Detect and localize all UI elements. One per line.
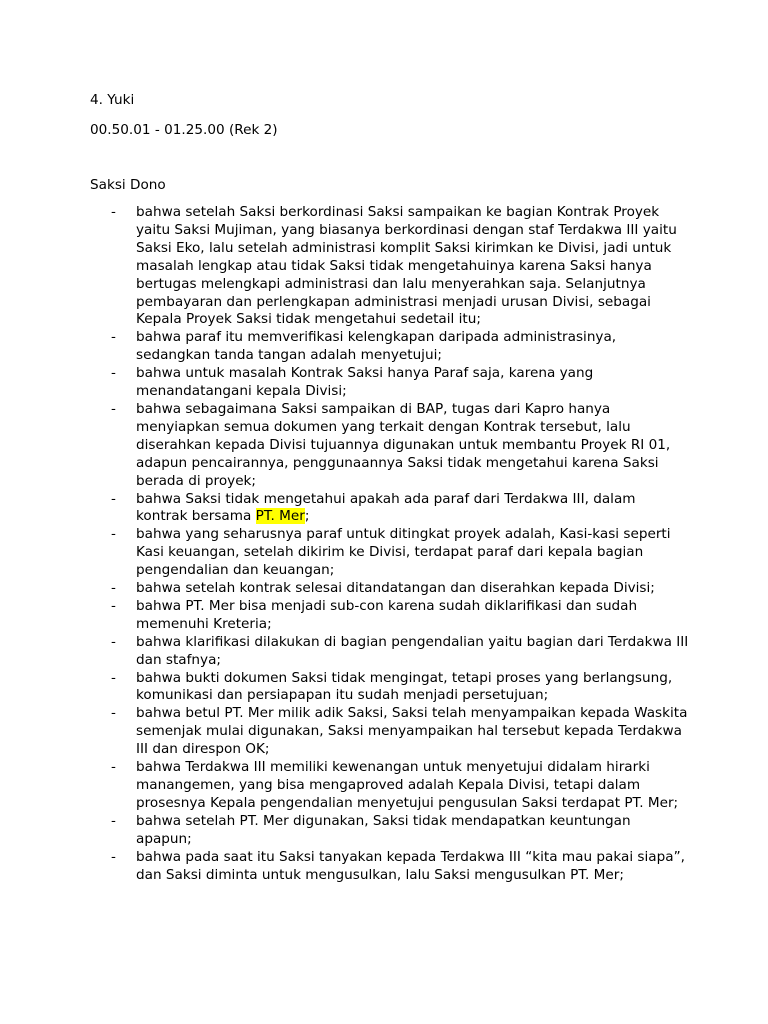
testimony-list: [90, 204, 690, 884]
item-text: bahwa yang seharusnya paraf untuk ditingkat proyek adalah, Kasi-kasi seperti Kasi keuangan, setelah dikirim ke Divisi, terdapat paraf dari kepala bagian pengendalian dan keuangan;: [136, 526, 671, 579]
bullet-dash: -: [111, 490, 116, 507]
item-text: bahwa Terdakwa III memiliki kewenangan untuk menyetujui didalam hirarki manangemen, yang bisa mengaproved adalah Kepala Divisi, tetapi dalam prosesnya Kepala pengendalian menyetujui pengusulan Saksi terdapat PT. Mer;: [136, 759, 679, 811]
witness-title: Saksi Dono: [90, 177, 166, 193]
list-item: [90, 329, 690, 365]
bullet-dash: -: [111, 759, 116, 776]
item-text: bahwa setelah Saksi berkordinasi Saksi sampaikan ke bagian Kontrak Proyek yaitu Saksi Mujiman, yang biasanya berkordinasi dengan staf Terdakwa III yaitu Saksi Eko, lalu setelah administrasi komplit Saksi kirimkan ke Divisi, jadi untuk masalah lengkap atau tidak Saksi tidak mengetahuinya karena Saksi hanya bertugas melengkapi administrasi dan lalu menyerahkan saja. Selanjutnya pembayaran dan perlengkapan administrasi menjadi urusan Divisi, sebagai Kepala Proyek Saksi tidak mengetahui sedetail itu;: [136, 204, 677, 328]
list-item: [90, 849, 690, 885]
recording-timestamp: 00.50.01 - 01.25.00 (Rek 2): [90, 122, 278, 138]
highlighted-company-name: PT. Mer: [255, 508, 305, 525]
item-text-suffix: ;: [304, 508, 310, 525]
list-item: [90, 204, 690, 329]
item-text: bahwa bukti dokumen Saksi tidak mengingat, tetapi proses yang berlangsung, komunikasi dan persiapapan itu sudah menjadi persetujuan;: [136, 669, 673, 704]
list-item: [90, 580, 690, 598]
bullet-dash: -: [111, 526, 116, 543]
bullet-dash: -: [111, 400, 116, 417]
list-item: [90, 598, 690, 634]
list-item: [90, 634, 690, 670]
item-text: bahwa betul PT. Mer milik adik Saksi, Saksi telah menyampaikan kepada Waskita semenjak mulai digunakan, Saksi menyampaikan hal tersebut kepada Terdakwa III dan direspon OK;: [136, 705, 688, 758]
item-text: bahwa klarifikasi dilakukan di bagian pengendalian yaitu bagian dari Terdakwa III dan stafnya;: [136, 633, 689, 668]
bullet-dash: -: [111, 365, 116, 382]
bullet-dash: -: [111, 204, 116, 220]
item-text: bahwa sebagaimana Saksi sampaikan di BAP, tugas dari Kapro hanya menyiapkan semua dokumen yang terkait dengan Kontrak tersebut, lalu diserahkan kepada Divisi tujuannya digunakan untuk membantu Proyek RI 01, adapun pencairannya, penggunaannya Saksi tidak mengetahui karena Saksi berada di proyek;: [136, 400, 671, 489]
list-item: [90, 705, 690, 759]
item-text: bahwa pada saat itu Saksi tanyakan kepada Terdakwa III “kita mau pakai siapa”, dan Saksi diminta untuk mengusulkan, lalu Saksi mengusulkan PT. Mer;: [136, 848, 685, 883]
item-text: bahwa paraf itu memverifikasi kelengkapan daripada administrasinya, sedangkan tanda tangan adalah menyetujui;: [136, 329, 617, 364]
item-text: bahwa setelah kontrak selesai ditandatangan dan diserahkan kepada Divisi;: [136, 580, 655, 597]
list-item: [90, 813, 690, 849]
witness-number-name: 4. Yuki: [90, 92, 135, 108]
bullet-dash: -: [111, 812, 116, 829]
bullet-dash: -: [111, 580, 116, 597]
bullet-dash: -: [111, 597, 116, 614]
bullet-dash: -: [111, 633, 116, 650]
list-item: [90, 759, 690, 813]
bullet-dash: -: [111, 705, 116, 722]
bullet-dash: -: [111, 848, 116, 865]
list-item: [90, 670, 690, 706]
item-text: bahwa Saksi tidak mengetahui apakah ada paraf dari Terdakwa III, dalam kontrak bersama: [136, 490, 636, 525]
item-text: bahwa setelah PT. Mer digunakan, Saksi tidak mendapatkan keuntungan apapun;: [136, 812, 631, 847]
item-text: bahwa PT. Mer bisa menjadi sub-con karena sudah diklarifikasi dan sudah memenuhi Kreteria;: [136, 597, 638, 632]
list-item: [90, 526, 690, 580]
list-item: [90, 491, 690, 527]
item-text: bahwa untuk masalah Kontrak Saksi hanya Paraf saja, karena yang menandatangani kepala Divisi;: [136, 365, 594, 400]
list-item: [90, 401, 690, 491]
bullet-dash: -: [111, 329, 116, 346]
list-item: [90, 365, 690, 401]
bullet-dash: -: [111, 669, 116, 686]
